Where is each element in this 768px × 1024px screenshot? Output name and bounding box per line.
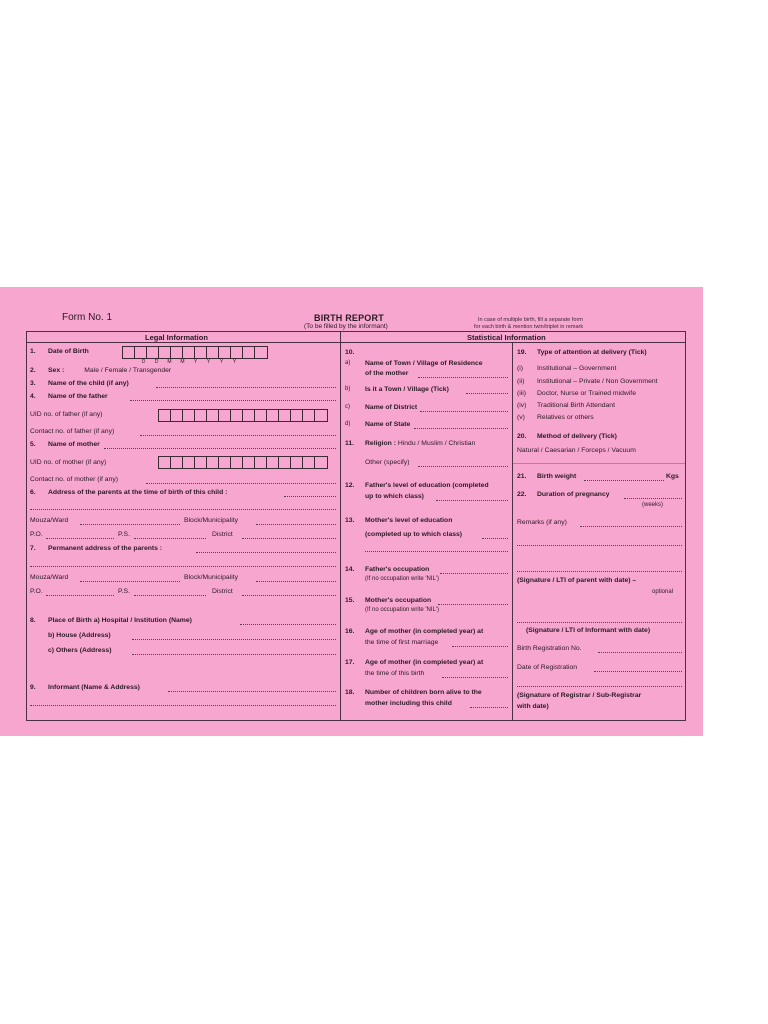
dob-input[interactable] (122, 346, 268, 359)
q17-label: Age of mother (in completed year) at (365, 659, 484, 666)
q10c-input[interactable] (420, 411, 508, 412)
permanent-address-label: 7. Permanent address of the parents : (30, 545, 163, 552)
child-name-input[interactable] (156, 387, 336, 388)
district-input-1[interactable] (242, 538, 336, 539)
ps-label-1: P.S. (118, 531, 130, 538)
q22-unit: (weeks) (642, 502, 664, 508)
q16-input[interactable] (452, 646, 508, 647)
informant-input[interactable] (168, 691, 336, 692)
form-subtitle: (To be filled by the informant) (304, 323, 388, 330)
father-contact-input[interactable] (140, 435, 336, 436)
statistical-info-heading: Statistical Information (467, 333, 546, 342)
block-label-1: Block/Municipality (184, 517, 239, 524)
mouza-input-1[interactable] (80, 524, 180, 525)
q10a-label-2: of the mother (365, 370, 409, 377)
q20-options[interactable]: Natural / Caesarian / Forceps / Vacuum (517, 447, 636, 454)
q19-number: 19. (517, 349, 527, 356)
legal-info-heading: Legal Information (145, 333, 208, 342)
informant-signature-line[interactable] (517, 622, 682, 623)
informant-input-line2[interactable] (30, 705, 336, 706)
father-name-label: 4. Name of the father (30, 393, 108, 400)
q16-label-2: the time of first marriage (365, 639, 439, 646)
birth-reg-no-input[interactable] (598, 652, 682, 653)
po-label-2: P.O. (30, 588, 43, 595)
address-birth-label: 6. Address of the parents at the time of birth of this child : (30, 489, 228, 496)
ps-input-1[interactable] (134, 538, 206, 539)
q10b-input[interactable] (466, 393, 508, 394)
q12-label: Father's level of education (completed (365, 482, 489, 489)
parent-signature-line[interactable] (517, 571, 682, 572)
q19-i-num: (i) (517, 365, 524, 372)
q11-other-label: Other (specify) (365, 459, 410, 466)
q15-number: 15. (345, 597, 355, 604)
mother-contact-input[interactable] (146, 483, 336, 484)
q11-other-input[interactable] (418, 466, 508, 467)
ps-label-2: P.S. (118, 588, 130, 595)
q10b-label: Is it a Town / Village (Tick) (365, 386, 449, 393)
permanent-address-input[interactable] (196, 552, 336, 553)
q22-input[interactable] (624, 498, 682, 499)
district-input-2[interactable] (242, 595, 336, 596)
registrar-signature-label: (Signature of Registrar / Sub-Registrar (517, 692, 642, 699)
q19-option-relatives[interactable]: Relatives or others (537, 414, 594, 421)
father-name-input[interactable] (130, 400, 336, 401)
q21-input[interactable] (584, 480, 664, 481)
block-input-1[interactable] (256, 524, 336, 525)
q17-input[interactable] (442, 677, 508, 678)
mouza-input-2[interactable] (80, 581, 180, 582)
multiple-birth-note-2: for each birth & mention twin/triplet in remark (474, 324, 584, 330)
q21-unit: Kgs (666, 473, 679, 480)
q18-label-2: mother including this child (365, 700, 452, 707)
optional-note: optional (652, 589, 674, 595)
child-name-label: 3. Name of the child (if any) (30, 380, 129, 387)
parent-signature-label: (Signature / LTI of parent with date) – (517, 577, 637, 584)
q18-label: Number of children born alive to the (365, 689, 482, 696)
q14-number: 14. (345, 566, 355, 573)
q16-label: Age of mother (in completed year) at (365, 628, 484, 635)
informant-signature-label: (Signature / LTI of Informant with date) (526, 627, 651, 634)
q13-label: Mother's level of education (365, 517, 453, 524)
q20-number: 20. (517, 433, 527, 440)
q12-number: 12. (345, 482, 355, 489)
ps-input-2[interactable] (134, 595, 206, 596)
form-title: BIRTH REPORT (314, 313, 384, 323)
mother-name-label: 5. Name of mother (30, 441, 100, 448)
q19-ii-num: (ii) (517, 378, 525, 385)
house-address-input[interactable] (132, 639, 336, 640)
sex-field[interactable]: 2. Sex : Male / Female / Transgender (30, 367, 172, 374)
header-divider (26, 342, 686, 343)
q14-note: (If no occupation write 'NIL') (365, 576, 439, 582)
block-input-2[interactable] (256, 581, 336, 582)
house-address-label: b) House (Address) (48, 632, 111, 639)
remarks-label: Remarks (if any) (517, 519, 567, 526)
q21-label: Birth weight (537, 473, 577, 480)
form-number: Form No. 1 (62, 312, 113, 323)
q21-number: 21. (517, 473, 527, 480)
q16-number: 16. (345, 628, 355, 635)
q19-iii-num: (iii) (517, 390, 527, 397)
q12-label-2: up to which class) (365, 493, 424, 500)
q13-input[interactable] (482, 538, 508, 539)
mother-uid-label: UID no. of mother (if any) (30, 459, 107, 466)
q10a-letter: a) (345, 360, 351, 366)
q19-label: Type of attention at delivery (Tick) (537, 349, 647, 356)
q17-number: 17. (345, 659, 355, 666)
informant-label: 9. Informant (Name & Address) (30, 684, 140, 691)
q22-number: 22. (517, 491, 527, 498)
q19-v-num: (v) (517, 414, 525, 421)
district-label-1: District (212, 531, 233, 538)
others-address-label: c) Others (Address) (48, 647, 112, 654)
date-reg-label: Date of Registration (517, 664, 578, 671)
column-divider-1 (340, 331, 341, 721)
q19-option-traditional[interactable]: Traditional Birth Attendant (537, 402, 615, 409)
q15-label: Mother's occupation (365, 597, 432, 604)
q20-label: Method of delivery (Tick) (537, 433, 617, 440)
q10c-letter: c) (345, 404, 350, 410)
mouza-label-1: Mouza/Ward (30, 517, 69, 524)
q11-label: Religion : Hindu / Muslim / Christian (365, 440, 476, 447)
q17-label-2: the time of this birth (365, 670, 425, 677)
po-input-1[interactable] (46, 538, 114, 539)
father-uid-label: UID no. of father (if any) (30, 411, 103, 418)
block-label-2: Block/Municipality (184, 574, 239, 581)
registrar-signature-label-2: with date) (517, 703, 549, 710)
q10-number: 10. (345, 349, 355, 356)
q18-input[interactable] (470, 707, 508, 708)
q10a-input[interactable] (418, 377, 508, 378)
q12-input[interactable] (436, 500, 508, 501)
dob-label: 1. Date of Birth (30, 348, 89, 355)
multiple-birth-note-1: In case of multiple birth, fill a separate form (478, 317, 583, 323)
address-birth-input[interactable] (284, 496, 336, 497)
q13-number: 13. (345, 517, 355, 524)
q22-label: Duration of pregnancy (537, 491, 610, 498)
q15-input[interactable] (438, 604, 508, 605)
q10d-input[interactable] (414, 428, 508, 429)
father-contact-label: Contact no. of father (if any) (30, 428, 115, 435)
q18-number: 18. (345, 689, 355, 696)
permanent-address-input-line2[interactable] (30, 566, 336, 567)
place-birth-label: 8. Place of Birth a) Hospital / Institution (Name) (30, 617, 192, 624)
date-reg-input[interactable] (594, 671, 682, 672)
remarks-input[interactable] (580, 526, 682, 527)
q15-note: (If no occupation write 'NIL') (365, 607, 439, 613)
q10b-letter: b) (345, 386, 351, 392)
mother-uid-input[interactable] (158, 456, 328, 469)
district-label-2: District (212, 588, 233, 595)
po-label-1: P.O. (30, 531, 43, 538)
column-divider-2 (512, 342, 513, 721)
q13-input-line2[interactable] (365, 551, 508, 552)
q14-label: Father's occupation (365, 566, 430, 573)
others-address-input[interactable] (132, 654, 336, 655)
q19-option-govt[interactable]: Institutional – Government (537, 365, 617, 372)
q10d-label: Name of State (365, 421, 411, 428)
mother-name-input[interactable] (104, 448, 336, 449)
mother-contact-label: Contact no. of mother (if any) (30, 476, 119, 483)
remarks-input-line2[interactable] (517, 545, 682, 546)
q10c-label: Name of District (365, 404, 418, 411)
father-uid-input[interactable] (158, 409, 328, 422)
hospital-name-input[interactable] (240, 624, 336, 625)
q11-number: 11. (345, 440, 355, 447)
mouza-label-2: Mouza/Ward (30, 574, 69, 581)
dob-format-letters: D D M M Y Y Y Y (141, 359, 237, 365)
q13-label-2: (completed up to which class) (365, 531, 463, 538)
q10d-letter: d) (345, 421, 351, 427)
address-birth-input-line2[interactable] (30, 509, 336, 510)
q14-input[interactable] (440, 573, 508, 574)
q20-underline (512, 463, 686, 464)
po-input-2[interactable] (46, 595, 114, 596)
q19-option-private[interactable]: Institutional – Private / Non Government (537, 378, 658, 385)
q19-iv-num: (iv) (517, 402, 527, 409)
birth-reg-no-label: Birth Registration No. (517, 645, 582, 652)
registrar-signature-line[interactable] (517, 686, 682, 687)
q10a-label: Name of Town / Village of Residence (365, 360, 483, 367)
q19-option-doctor[interactable]: Doctor, Nurse or Trained midwife (537, 390, 636, 397)
